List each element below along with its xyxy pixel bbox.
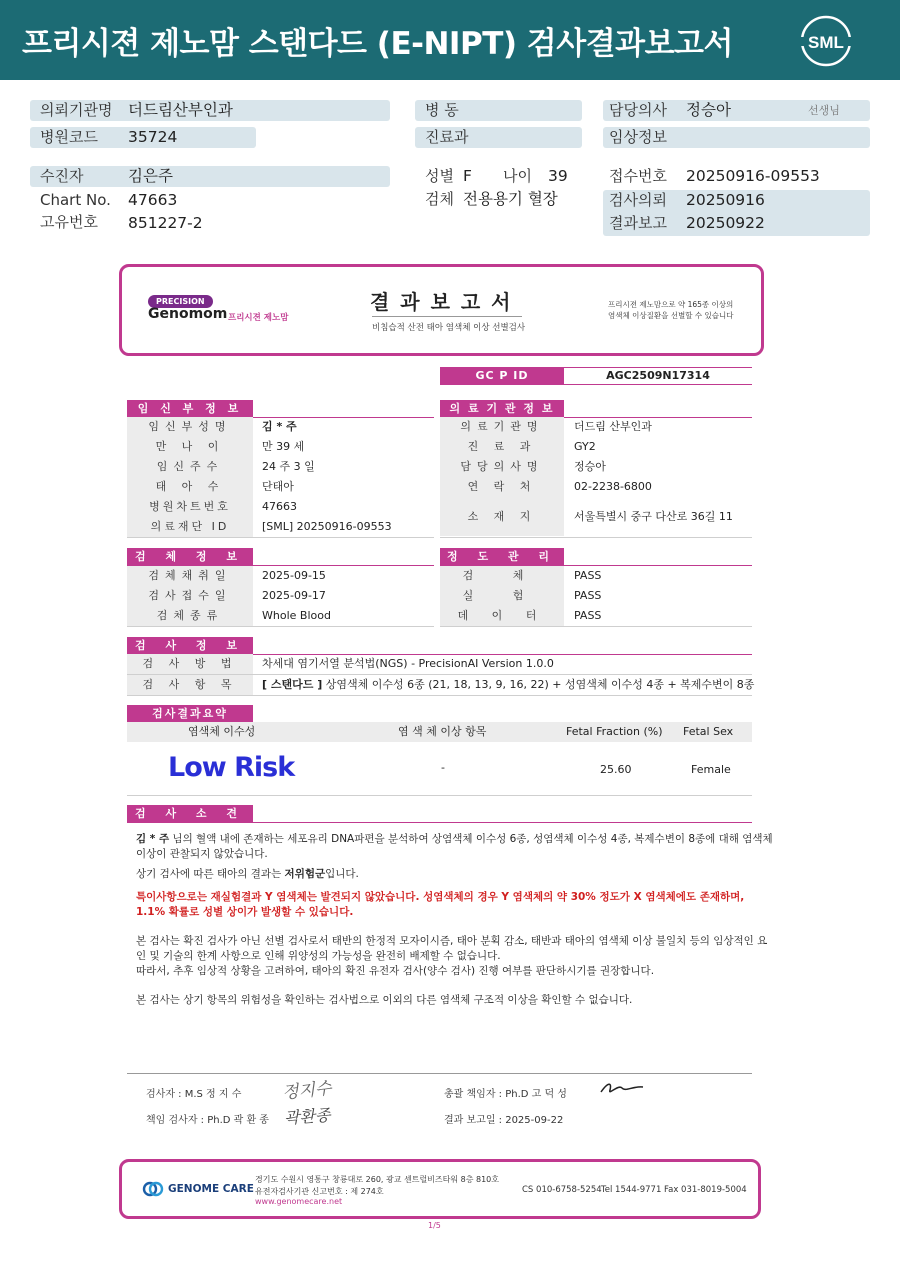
gcpid-value: AGC2509N17314 <box>564 367 752 385</box>
summary-col3: Fetal Fraction (%) <box>566 725 663 738</box>
institution-value: 더드림산부인과 <box>128 101 233 119</box>
qc-row-label: 데 이 터 <box>440 606 564 627</box>
chart-value: 47663 <box>128 191 178 209</box>
risk-result: Low Risk <box>168 752 295 783</box>
specimen-row-label: 검체종류 <box>127 606 253 627</box>
specimen-header: 검 체 정 보 <box>127 548 253 565</box>
id-value: 851227-2 <box>128 214 203 232</box>
opinion-paragraph-5: 따라서, 추후 임상적 상황을 고려하여, 태아의 확진 유전자 검사(양수 검사) 진행 여부를 판단하시기를 권장합니다. <box>136 965 655 977</box>
inst-row-label: 연 락 처 <box>440 477 564 498</box>
inst-row-value: 정승아 <box>574 460 606 473</box>
resp-tester: 책임 검사자 : Ph.D 곽 환 종 <box>146 1115 269 1126</box>
side-note-1: 프리시젼 제노맘으로 약 165종 이상의 <box>608 300 734 309</box>
chart-label: Chart No. <box>40 191 111 209</box>
items-bold: [ 스탠다드 ] <box>262 678 323 691</box>
report-title: 결 과 보 고 서 <box>370 290 513 314</box>
specimen-row-label: 검사접수일 <box>127 586 253 607</box>
ward-label: 병 동 <box>425 101 459 119</box>
sml-logo-text: SML <box>808 33 844 52</box>
resp-signature: 곽환종 <box>283 1105 332 1128</box>
age-value: 39 <box>548 167 568 185</box>
specimen-row-value: 2025-09-17 <box>262 589 326 602</box>
genome-care-logo-icon <box>142 1181 164 1197</box>
mother-row-label: 임신주수 <box>127 457 253 478</box>
items-text: 상염색체 이수성 6종 (21, 18, 13, 9, 16, 22) + 성염색체 이수성 4종 + 복제수변이 8종 <box>322 678 755 691</box>
inst-row-value: 서울특별시 중구 다산로 36길 11 <box>574 510 733 523</box>
opinion-paragraph-6: 본 검사는 상기 항목의 위험성을 확인하는 검사법으로 이외의 다른 염색체 구조적 이상을 확인할 수 없습니다. <box>136 994 633 1006</box>
receipt-value: 20250916-09553 <box>686 167 820 185</box>
inst-row-value: 02-2238-6800 <box>574 480 652 493</box>
summary-col2: 염 색 체 이상 항목 <box>398 725 487 738</box>
sex-label: 성별 <box>425 167 454 185</box>
mother-row-label: 만 나 이 <box>127 437 253 458</box>
patient-value: 김은주 <box>128 167 173 185</box>
footer-tel: Tel 1544-9771 <box>601 1185 662 1195</box>
page-number: 1/5 <box>428 1221 441 1230</box>
specimen-row-value: Whole Blood <box>262 609 331 622</box>
method-label: 검 사 방 법 <box>127 654 253 675</box>
qc-row-value: PASS <box>574 569 602 582</box>
inst-row-label: 담당의사명 <box>440 457 564 478</box>
opinion-paragraph-4: 본 검사는 확진 검사가 아닌 선별 검사로서 태반의 한정적 모자이시즘, 태아 분획 감소, 태반과 태아의 염색체 이상 불일치 등의 임상적인 요인 및 기술의 한계 사항으로 인해 위양성의 가능성을 완전히 배제할 수 없습니다. <box>136 935 768 962</box>
specimen-row-value: 2025-09-15 <box>262 569 326 582</box>
age-label: 나이 <box>503 167 532 185</box>
items-label: 검 사 항 목 <box>127 675 253 696</box>
qc-row-label: 검 체 <box>440 566 564 587</box>
report-subtitle: 비침습적 산전 태아 염색체 이상 선별검사 <box>372 323 526 333</box>
mother-row-value: [SML] 20250916-09553 <box>262 520 392 533</box>
mother-row-value: 만 39 세 <box>262 440 305 453</box>
doctor-suffix: 선생님 <box>808 104 840 117</box>
sml-logo <box>800 15 852 67</box>
mother-row-label: 의료재단 ID <box>127 517 253 538</box>
mother-row-label: 임신부성명 <box>127 417 253 438</box>
mother-row-label: 태 아 수 <box>127 477 253 498</box>
footer-address: 경기도 수원시 영통구 창룡대로 260, 광교 센트럴비즈타워 8층 810호 <box>255 1175 499 1184</box>
company-name: GENOME CARE <box>168 1183 254 1195</box>
inst-row-value: GY2 <box>574 440 596 453</box>
specimen-row-label: 검체채취일 <box>127 566 253 587</box>
brand-sub: 프리시젼 제노맘 <box>228 313 289 323</box>
report-value: 20250922 <box>686 214 765 232</box>
page-title: 프리시젼 제노맘 스탠다드 (E-NIPT) 검사결과보고서 <box>22 26 733 62</box>
precision-badge: PRECISION <box>148 295 213 308</box>
inst-row-value: 더드림 산부인과 <box>574 420 652 433</box>
footer-fax: Fax 031-8019-5004 <box>664 1185 747 1195</box>
report-label: 결과보고 <box>609 214 667 232</box>
specimen-value: 전용용기 혈장 <box>463 190 558 208</box>
footer-license: 유전자검사기관 신고번호 : 제 274호 <box>255 1187 384 1196</box>
id-label: 고유번호 <box>40 213 98 231</box>
opinion-paragraph-1 <box>136 832 776 862</box>
specimen-label: 검체 <box>425 190 454 208</box>
mother-row-value: 단태아 <box>262 480 294 493</box>
mother-row-value: 김 * 주 <box>262 420 297 433</box>
brand-name: Genomom <box>148 306 228 322</box>
inst-row-label: 진 료 과 <box>440 437 564 458</box>
qc-row-value: PASS <box>574 609 602 622</box>
side-note-2: 염색체 이상질환을 선별할 수 있습니다 <box>608 311 734 320</box>
sex-value: F <box>463 167 472 185</box>
summary-col1: 염색체 이수성 <box>188 725 256 738</box>
inst-row-label: 의료기관명 <box>440 417 564 438</box>
mother-header: 임 신 부 정 보 <box>127 400 253 417</box>
opinion-text-1: 님의 혈액 내에 존재하는 세포유리 DNA파편을 분석하여 상염색체 이수성 6종, 성염색체 이수성 4종, 복제수변이 8종에 대해 염색체 이상이 관찰되지 않았습니다. <box>136 833 773 860</box>
summary-header: 검사결과요약 <box>127 705 253 722</box>
abn-value: - <box>441 761 445 774</box>
opinion-special-note: 특이사항으로는 재실험결과 Y 염색체는 발견되지 않았습니다. 성염색체의 경우 Y 염색체의 약 30% 정도가 X 염색체에도 존재하며, 1.1% 확률로 성별 상이가 발생할 수 있습니다. <box>136 891 745 918</box>
mother-row-value: 24 주 3 일 <box>262 460 315 473</box>
inst-row-label: 소 재 지 <box>440 497 564 537</box>
dept-label: 진료과 <box>425 128 469 146</box>
doctor-value: 정승아 <box>686 101 731 119</box>
request-label: 검사의뢰 <box>609 191 667 209</box>
fetal-sex-value: Female <box>691 763 731 776</box>
summary-col4: Fetal Sex <box>683 725 734 738</box>
ff-value: 25.60 <box>600 763 632 776</box>
patient-label: 수진자 <box>40 167 84 185</box>
qc-header: 정 도 관 리 <box>440 548 564 565</box>
qc-row-value: PASS <box>574 589 602 602</box>
hospital-code-label: 병원코드 <box>40 128 98 146</box>
doctor-label: 담당의사 <box>609 101 667 119</box>
low-risk-group: 저위험군 <box>284 868 326 880</box>
tester-signature: 정지수 <box>281 1078 333 1104</box>
receipt-label: 접수번호 <box>609 167 667 185</box>
institution-label: 의뢰기관명 <box>40 101 113 119</box>
footer-cs: CS 010-6758-5254 <box>522 1185 602 1195</box>
mother-row-value: 47663 <box>262 500 297 513</box>
tester: 검사자 : M.S 정 지 수 <box>146 1089 242 1100</box>
opinion-header: 검 사 소 견 <box>127 805 253 822</box>
clinical-label: 임상정보 <box>609 128 667 146</box>
footer-url[interactable]: www.genomecare.net <box>255 1197 343 1206</box>
director-signature <box>598 1078 646 1098</box>
hospital-code-value: 35724 <box>128 128 178 146</box>
test-header: 검 사 정 보 <box>127 637 253 654</box>
gcpid-label: GC P ID <box>440 367 564 385</box>
method-value: 차세대 염기서열 분석법(NGS) - PrecisionAI Version 1.0.0 <box>262 657 554 670</box>
opinion-paragraph-2: 상기 검사에 따른 태아의 결과는 저위험군입니다. <box>136 868 359 880</box>
items-value <box>262 675 754 695</box>
qc-row-label: 실 험 <box>440 586 564 607</box>
opinion-name: 김 * 주 <box>136 833 170 845</box>
mother-row-label: 병원차트번호 <box>127 497 253 518</box>
report-header <box>0 0 900 80</box>
report-date: 결과 보고일 : 2025-09-22 <box>444 1115 564 1126</box>
request-value: 20250916 <box>686 191 765 209</box>
director: 총괄 책임자 : Ph.D 고 덕 성 <box>444 1089 567 1100</box>
inst-header: 의 료 기 관 정 보 <box>440 400 564 417</box>
